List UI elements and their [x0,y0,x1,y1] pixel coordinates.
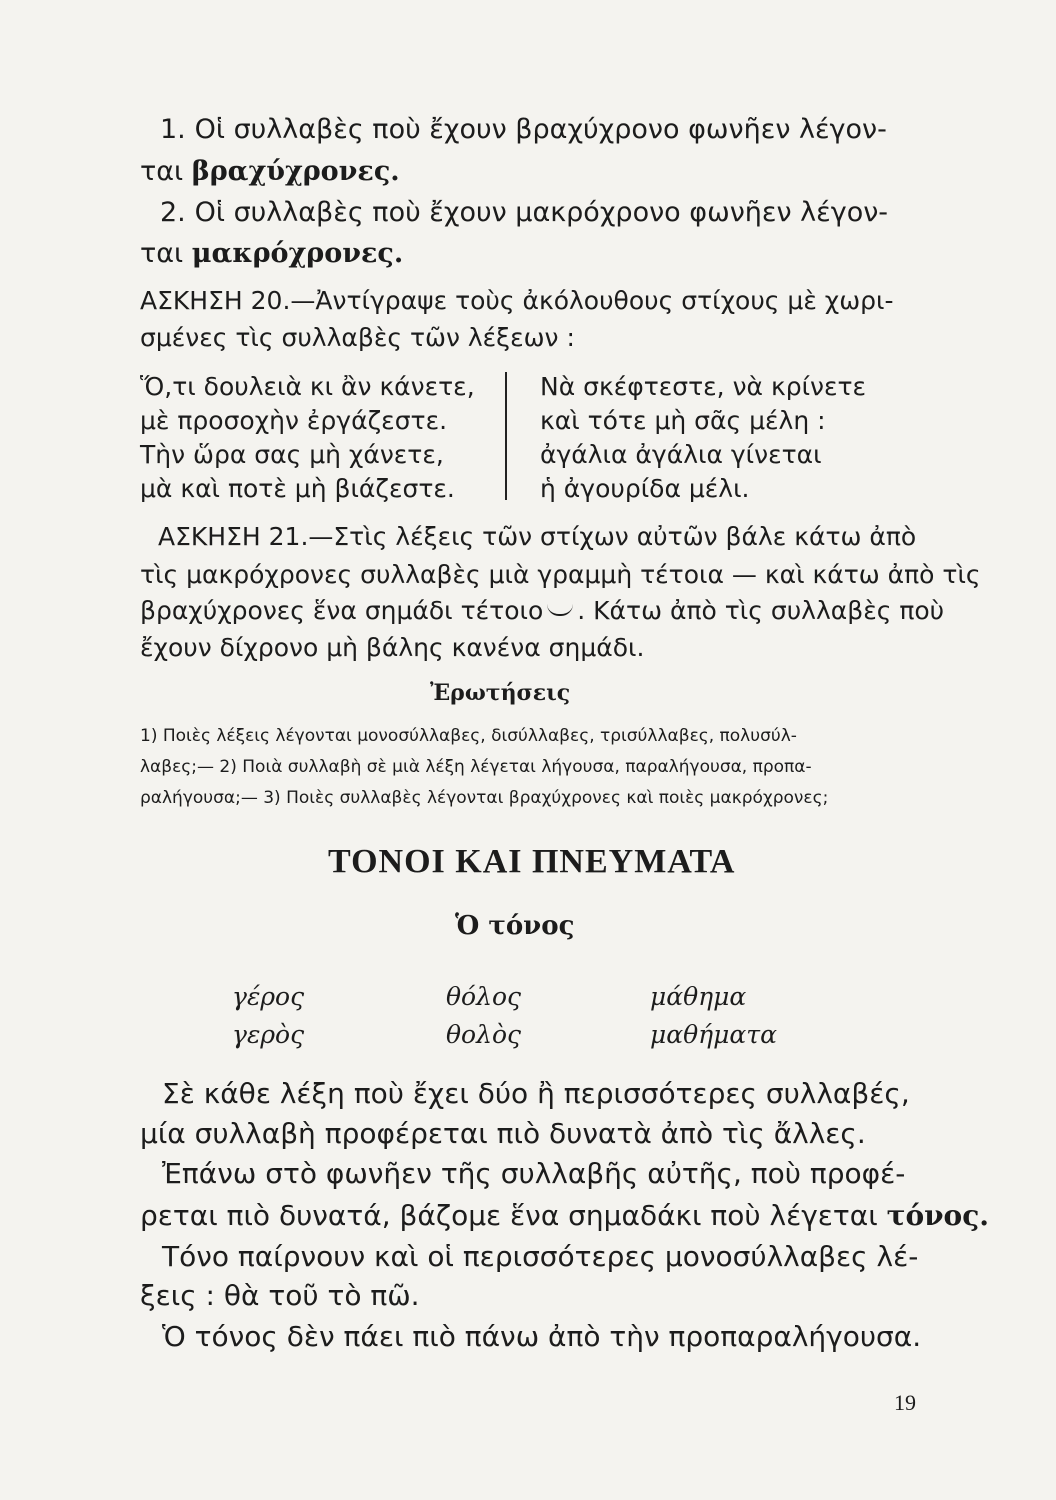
questions-line-1: 1) Ποιὲς λέξεις λέγονται μονοσύλλαβες, δισύλλαβες, τρισύλλαβες, πολυσύλ- [140,726,797,746]
example-tholos-1: θόλος [446,982,521,1011]
poem-left-line-3: Τὴν ὥρα σας μὴ χάνετε, [140,440,444,469]
rule-2-text: Οἱ συλλαβὲς ποὺ ἔχουν μακρόχρονο φωνῆεν λέγον- [194,197,889,228]
term-tonos: τόνος. [886,1199,990,1232]
poem-right-line-2: καὶ τότε μὴ σᾶς μέλη : [540,406,826,435]
explanation-line-5: Τόνο παίρνουν καὶ οἱ περισσότερες μονοσύλλαβες λέ- [162,1240,919,1273]
poem-left-line-2: μὲ προσοχὴν ἐργάζεστε. [140,406,448,435]
rule-1-line [140,114,920,145]
rule-2-number: 2. [160,197,186,228]
exercise-20-line-2: σμένες τὶς συλλαβὲς τῶν λέξεων : [140,323,575,352]
poem-left-column [140,370,475,506]
example-mathimata: μαθήματα [650,1020,778,1049]
exercise-20-line-1: ΑΣΚΗΣΗ 20.—Ἀντίγραψε τοὺς ἀκόλουθους στίχους μὲ χωρι- [140,286,894,315]
exercise-21-line-3-a: βραχύχρονες ἕνα σημάδι τέτοιο [140,596,544,625]
rule-2-line [140,197,920,228]
breve-mark-icon [547,604,573,616]
explanation-line-4 [140,1199,989,1232]
explanation-line-6: ξεις : θὰ τοῦ τὸ πῶ. [140,1279,420,1312]
poem-right-line-1: Νὰ σκέφτεστε, νὰ κρίνετε [540,372,867,401]
poem-right-column [540,370,866,506]
exercise-21-line-3 [140,596,945,625]
term-makrochrones: μακρόχρονες. [191,238,404,269]
rule-1-number: 1. [160,114,186,145]
exercise-21-line-2: τὶς μακρόχρονες συλλαβὲς μιὰ γραμμὴ τέτοια — καὶ κάτω ἀπὸ τὶς [140,560,981,589]
term-brachychrones: βραχύχρονες. [191,156,400,187]
explanation-line-2: μία συλλαβὴ προφέρεται πιὸ δυνατὰ ἀπὸ τὶς ἄλλες. [140,1117,866,1150]
explanation-line-7: Ὁ τόνος δὲν πάει πιὸ πάνω ἀπὸ τὴν προπαραλήγουσα. [162,1320,922,1353]
explanation-line-1: Σὲ κάθε λέξη ποὺ ἔχει δύο ἢ περισσότερες συλλαβές, [162,1077,910,1110]
section-subheading: Ὁ τόνος [455,911,575,941]
exercise-21-line-4: ἔχουν δίχρονο μὴ βάλης κανένα σημάδι. [140,633,645,662]
rule-2-cont [140,238,920,269]
example-geros-2: γερὸς [232,1020,305,1049]
section-heading: ΤΟΝΟΙ ΚΑΙ ΠΝΕΥΜΑΤΑ [328,843,736,880]
example-gerос-1: γέρος [232,982,305,1011]
rule-2-cont-text: ται [140,238,184,269]
poem-left-line-4: μὰ καὶ ποτὲ μὴ βιάζεστε. [140,474,455,503]
poem-right-line-3: ἀγάλια ἀγάλια γίνεται [540,440,822,469]
page-number: 19 [894,1390,916,1415]
questions-line-3: ραλήγουσα;— 3) Ποιὲς συλλαβὲς λέγονται βραχύχρονες καὶ ποιὲς μακρόχρονες; [140,788,829,808]
rule-1-text: Οἱ συλλαβὲς ποὺ ἔχουν βραχύχρονο φωνῆεν λέγον- [194,114,887,145]
poem-right-line-4: ἡ ἀγουρίδα μέλι. [540,474,750,503]
poem-divider [505,372,507,500]
exercise-21-line-1: ΑΣΚΗΣΗ 21.—Στὶς λέξεις τῶν στίχων αὐτῶν βάλε κάτω ἀπὸ [158,522,917,551]
example-tholos-2: θολὸς [446,1020,521,1049]
explanation-line-4-a: ρεται πιὸ δυνατά, βάζομε ἕνα σημαδάκι ποὺ λέγεται [140,1199,878,1232]
example-mathima: μάθημα [650,982,747,1011]
explanation-line-3: Ἐπάνω στὸ φωνῆεν τῆς συλλαβῆς αὐτῆς, ποὺ προφέ- [162,1157,906,1190]
poem-left-line-1: Ὅ,τι δουλειὰ κι ἂν κάνετε, [140,372,475,401]
rule-1-cont-text: ται [140,156,184,187]
rule-1-cont [140,156,920,187]
exercise-21-line-3-b: . Κάτω ἀπὸ τὶς συλλαβὲς ποὺ [577,596,945,625]
questions-title: Ἐρωτήσεις [430,680,571,706]
questions-line-2: λαβες;— 2) Ποιὰ συλλαβὴ σὲ μιὰ λέξη λέγεται λήγουσα, παραλήγουσα, προπα- [140,757,812,777]
